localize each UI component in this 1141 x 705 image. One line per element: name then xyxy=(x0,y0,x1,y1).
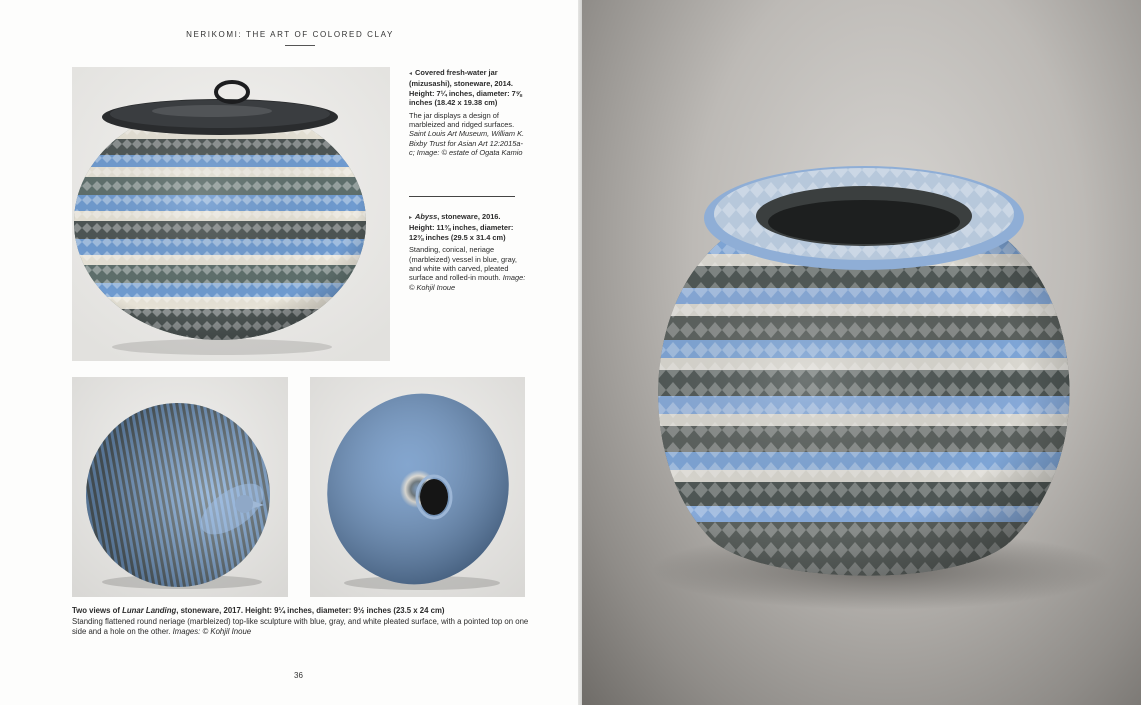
covered-jar-caption-body: The jar displays a design of marbleized and ridged surfaces. xyxy=(409,110,515,130)
covered-jar-image xyxy=(72,67,390,361)
covered-jar-photo xyxy=(72,67,390,361)
right-arrow-icon: ▸ xyxy=(409,215,413,221)
abyss-caption xyxy=(409,212,527,292)
lunar-landing-caption-body: Standing flattened round neriage (marbleized) top-like sculpture with blue, gray, and white pleated surface, with a pointed top on one side and a hole on the other. xyxy=(72,616,529,636)
lunar-landing-side-image xyxy=(72,377,288,597)
abyss-photo xyxy=(582,0,1141,705)
abyss-caption-head: , stoneware, 2016. Height: 11⅜ inches, diameter: 12⅜ inches (29.5 x 31.4 cm) xyxy=(409,212,514,242)
abyss-image xyxy=(582,0,1141,705)
caption-divider xyxy=(409,196,515,197)
abyss-caption-body: Standing, conical, neriage (marbleized) vessel in blue, gray, and white with carved, pleated surface and rolled-in mouth. xyxy=(409,245,517,283)
lunar-landing-prefix: Two views of xyxy=(72,606,123,615)
running-head: NERIKOMI: THE ART OF COLORED CLAY xyxy=(186,30,394,39)
covered-jar-caption xyxy=(409,68,527,158)
lunar-landing-side-photo xyxy=(72,377,288,597)
left-arrow-icon: ◂ xyxy=(409,71,413,77)
page-number: 36 xyxy=(294,671,303,680)
abyss-title: Abyss xyxy=(415,212,438,221)
lunar-landing-title: Lunar Landing xyxy=(122,606,177,615)
lunar-landing-hole-image xyxy=(310,377,525,597)
lunar-landing-caption xyxy=(72,606,542,638)
lunar-landing-credit: Images: © Kohjil Inoue xyxy=(172,627,252,636)
lunar-landing-caption-head: , stoneware, 2017. Height: 9¼ inches, diameter: 9½ inches (23.5 x 24 cm) xyxy=(176,606,445,615)
running-head-rule xyxy=(285,45,315,46)
abyss-credit: Image: © Kohjil Inoue xyxy=(409,273,526,292)
covered-jar-caption-head: Covered fresh-water jar (mizusashi), stoneware, 2014. Height: 7¼ inches, diameter: 7⅝ inches (18.42 x 19.38 cm) xyxy=(409,68,522,108)
lunar-landing-hole-photo xyxy=(310,377,525,597)
covered-jar-credit: Saint Louis Art Museum, William K. Bixby Trust for Asian Art 12:2015a-c; Image: © estate of Ogata Kamio xyxy=(409,129,525,158)
